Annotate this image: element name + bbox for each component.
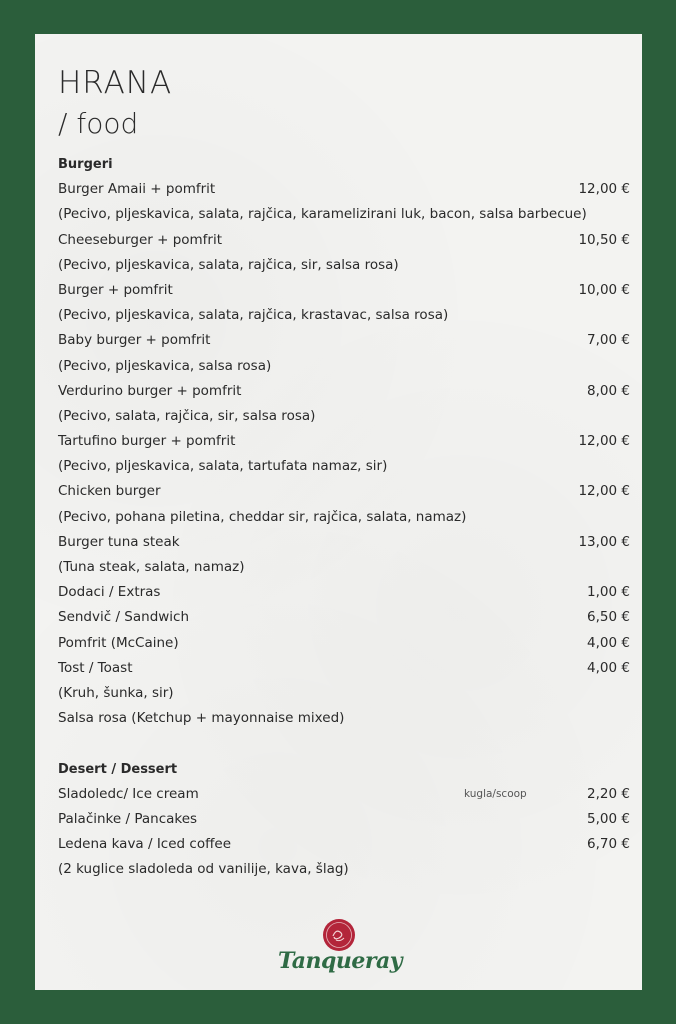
page-title: HRANA: [58, 65, 173, 101]
menu-item: [58, 782, 630, 807]
menu-item-description: [58, 202, 630, 227]
description-text: (Pecivo, pljeskavica, salata, rajčica, krastavac, salsa rosa): [58, 307, 449, 324]
menu-item-name: Burger + pomfrit: [58, 281, 173, 298]
menu-item-price: 12,00 €: [578, 181, 630, 198]
menu-item: [58, 479, 630, 504]
tanqueray-seal-icon: [322, 918, 356, 952]
menu-item-name: Burger Amaii + pomfrit: [58, 181, 216, 198]
logo-wordmark: Tanqueray: [277, 948, 403, 974]
tanqueray-logo: [275, 918, 405, 982]
menu-item: [58, 379, 630, 404]
menu-item-description: [58, 505, 630, 530]
menu-item-name: Tartufino burger + pomfrit: [58, 433, 236, 450]
menu-item-price: 12,00 €: [578, 433, 630, 450]
menu-item-name: Ledena kava / Iced coffee: [58, 836, 231, 853]
section-heading-label: Desert / Dessert: [58, 761, 178, 777]
menu-item-name: Palačinke / Pancakes: [58, 810, 198, 827]
menu-item-name: Baby burger + pomfrit: [58, 332, 211, 349]
menu-item-price: 4,00 €: [587, 634, 630, 651]
menu-item-name: Burger tuna steak: [58, 533, 180, 550]
menu-item: [58, 177, 630, 202]
menu-item-description: [58, 857, 630, 882]
menu-item-price: 10,50 €: [578, 231, 630, 248]
menu-item-price: 12,00 €: [578, 483, 630, 500]
menu-item: [58, 429, 630, 454]
menu-item: [58, 605, 630, 630]
menu-item-description: [58, 303, 630, 328]
menu-item: [58, 530, 630, 555]
menu-item-name: Chicken burger: [58, 483, 161, 500]
description-text: (Tuna steak, salata, namaz): [58, 559, 245, 575]
section-heading: [58, 757, 630, 782]
description-text: Salsa rosa (Ketchup + mayonnaise mixed): [58, 710, 345, 727]
menu-item-name: Cheeseburger + pomfrit: [58, 231, 223, 248]
menu-item-price: 6,70 €: [587, 836, 630, 853]
menu-item-price: 5,00 €: [587, 810, 630, 827]
menu-item-price: 7,00 €: [587, 332, 630, 349]
description-text: (2 kuglice sladoleda od vanilije, kava, šlag): [58, 861, 349, 878]
menu-item-price: 13,00 €: [578, 533, 630, 550]
menu-item: [58, 832, 630, 857]
menu-list: [58, 152, 630, 882]
section-heading-label: Burgeri: [58, 157, 113, 172]
menu-item: [58, 807, 630, 832]
menu-item: [58, 631, 630, 656]
section-spacer: [58, 731, 630, 756]
menu-item-price: 10,00 €: [578, 281, 630, 298]
menu-item: [58, 656, 630, 681]
menu-item-description: [58, 454, 630, 479]
description-text: (Kruh, šunka, sir): [58, 684, 174, 701]
menu-item-name: Tost / Toast: [58, 659, 133, 676]
menu-item-price: 8,00 €: [587, 382, 630, 399]
menu-item-name: Verdurino burger + pomfrit: [58, 382, 242, 399]
menu-item-name: Sendvič / Sandwich: [58, 609, 190, 626]
menu-page: [35, 34, 642, 990]
description-text: (Pecivo, pohana piletina, cheddar sir, rajčica, salata, namaz): [58, 508, 467, 525]
description-text: (Pecivo, salata, rajčica, sir, salsa rosa): [58, 407, 316, 424]
description-text: (Pecivo, pljeskavica, salata, rajčica, karamelizirani luk, bacon, salsa barbecue): [58, 206, 587, 223]
page-subtitle: / food: [58, 107, 139, 140]
menu-item: [58, 328, 630, 353]
menu-item-description: [58, 555, 630, 580]
menu-item-name: Pomfrit (McCaine): [58, 634, 179, 651]
menu-item-price: 2,20 €: [587, 785, 630, 802]
description-text: (Pecivo, pljeskavica, salata, rajčica, sir, salsa rosa): [58, 256, 399, 273]
menu-item-price: 1,00 €: [587, 584, 630, 601]
menu-item: [58, 580, 630, 605]
menu-item-name: Dodaci / Extras: [58, 584, 161, 601]
menu-item: [58, 278, 630, 303]
menu-item-description: [58, 253, 630, 278]
description-text: (Pecivo, pljeskavica, salsa rosa): [58, 357, 272, 374]
menu-item-description: [58, 681, 630, 706]
menu-item: [58, 228, 630, 253]
menu-item-description: [58, 404, 630, 429]
menu-item-price: 6,50 €: [587, 609, 630, 626]
section-heading: [58, 152, 630, 177]
menu-item-description: [58, 706, 630, 731]
menu-item-unit: kugla/scoop: [464, 787, 527, 800]
menu-item-description: [58, 354, 630, 379]
menu-item-price: 4,00 €: [587, 659, 630, 676]
menu-item-name: Sladoledc/ Ice cream: [58, 785, 199, 802]
description-text: (Pecivo, pljeskavica, salata, tartufata namaz, sir): [58, 458, 388, 475]
